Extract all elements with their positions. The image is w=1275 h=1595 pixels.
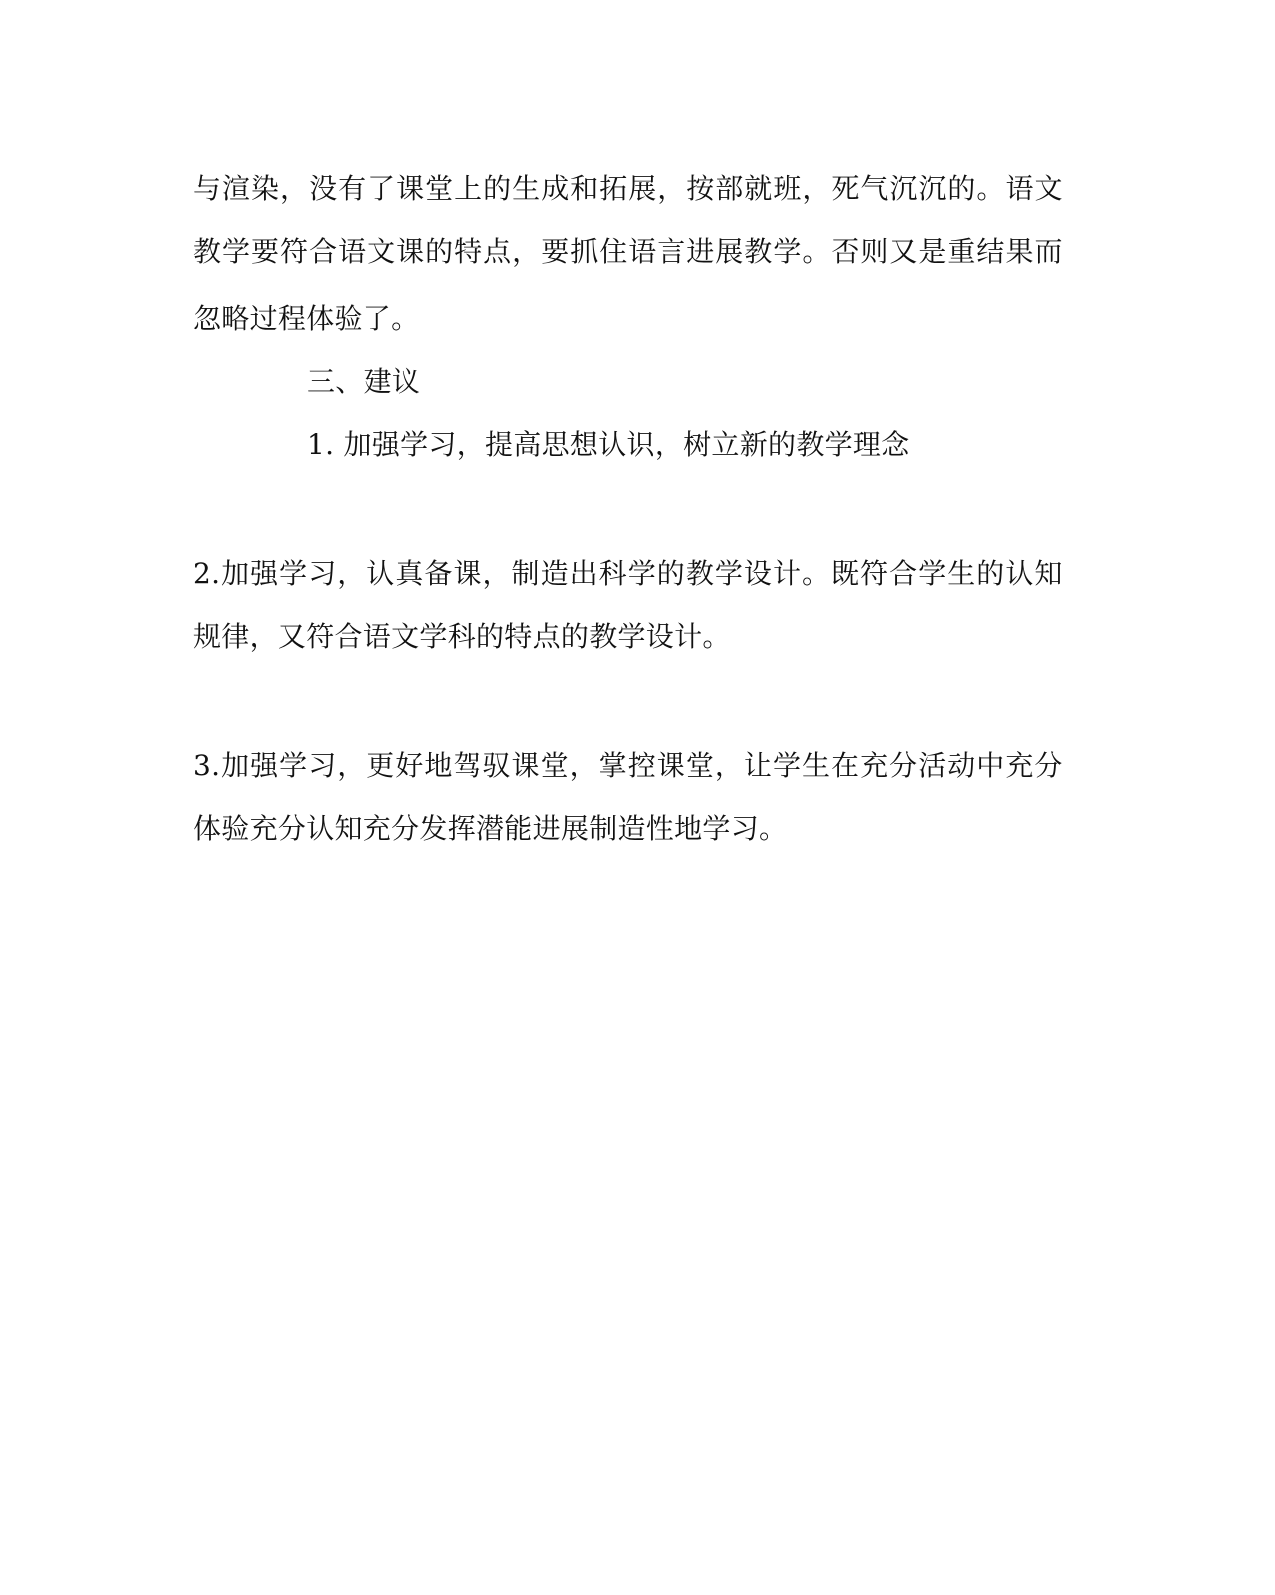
text-glyph: ， [337,557,366,590]
text-glyph: 部 [715,172,744,205]
text-glyph: 住 [599,235,628,268]
text-glyph: ， [280,172,309,205]
text-glyph: 既 [831,557,860,590]
text-glyph: 教 [744,235,773,268]
text-glyph: 充 [1005,749,1034,782]
text-glyph: 设 [743,557,773,590]
text-glyph: 则 [860,235,889,268]
text-glyph: 合 [889,557,918,590]
text-glyph: 驾 [453,749,482,782]
text-glyph: ， [512,235,541,268]
text-glyph: 语 [338,235,367,268]
text-glyph: 学 [714,557,744,590]
text-glyph: 课 [396,235,425,268]
text-glyph: ， [337,749,366,782]
text-glyph: 分 [1034,749,1063,782]
text-glyph: 抓 [570,235,599,268]
text-glyph: 合 [309,235,338,268]
text-glyph: 成 [541,172,570,205]
list-item-3-line [193,746,1063,786]
text-glyph: 要 [251,235,280,268]
text-glyph: 展 [715,235,744,268]
text-glyph: 中 [976,749,1005,782]
text-glyph: 染 [251,172,280,205]
text-glyph: 结 [976,235,1005,268]
text-glyph: 学 [627,557,657,590]
text-glyph: 强 [250,749,279,782]
text-glyph: 沉 [918,172,947,205]
text-glyph: 备 [424,557,453,590]
text-glyph: 文 [1034,172,1063,205]
text-glyph: 点 [483,235,512,268]
text-glyph: 课 [453,557,482,590]
text-glyph: 地 [424,749,453,782]
text-glyph: 班 [773,172,802,205]
text-glyph: ， [482,557,511,590]
text-glyph: 。 [976,172,1005,205]
text-glyph: 学 [773,235,802,268]
text-glyph: 上 [454,172,483,205]
text-glyph: ， [569,749,598,782]
text-glyph: 展 [628,172,657,205]
text-glyph: 按 [686,172,715,205]
text-glyph: ， [714,749,744,782]
text-glyph: 与 [193,172,222,205]
list-item-2-line [193,554,1063,594]
text-glyph: 认 [366,557,395,590]
text-glyph: 学 [918,557,947,590]
text-glyph: 而 [1034,235,1063,268]
text-glyph: 渲 [222,172,251,205]
text-glyph: 要 [541,235,570,268]
text-glyph: 符 [860,557,889,590]
text-glyph: 又 [889,235,918,268]
text-glyph: 文 [367,235,396,268]
list-item-1: 1. 加强学习，提高思想认识，树立新的教学理念 [307,428,910,461]
text-glyph: ， [657,172,686,205]
text-glyph: 符 [280,235,309,268]
text-glyph: 学 [222,235,251,268]
list-item-3-line: 体验充分认知充分发挥潜能进展制造性地学习。 [193,812,788,845]
text-glyph: 好 [395,749,424,782]
text-glyph: 语 [1005,172,1034,205]
text-glyph: 制 [511,557,540,590]
text-glyph: 。 [802,557,831,590]
text-glyph: 习 [308,749,337,782]
text-glyph: 语 [628,235,657,268]
text-glyph: 的 [976,557,1005,590]
text-glyph: 。 [802,235,831,268]
text-glyph: 就 [744,172,773,205]
text-glyph: 重 [947,235,976,268]
text-glyph: 沉 [889,172,918,205]
text-glyph: 让 [743,749,773,782]
text-glyph: 言 [657,235,686,268]
text-glyph: 驭 [482,749,511,782]
text-glyph: 否 [831,235,860,268]
text-glyph: 强 [250,557,279,590]
text-glyph: 出 [569,557,598,590]
text-glyph: 的 [656,557,686,590]
text-glyph: 有 [338,172,367,205]
text-glyph: 堂 [685,749,715,782]
text-glyph: 生 [802,749,831,782]
text-glyph: 掌 [598,749,627,782]
text-glyph: 教 [685,557,715,590]
text-glyph: 加 [221,749,250,782]
text-glyph: 真 [395,557,424,590]
text-glyph: 习 [308,557,337,590]
text-glyph: 科 [598,557,627,590]
text-glyph: 学 [279,749,308,782]
text-glyph: 堂 [540,749,569,782]
text-glyph: 课 [396,172,425,205]
text-glyph: 2. [193,557,221,590]
text-glyph: 造 [540,557,569,590]
text-glyph: 计 [772,557,802,590]
list-item-2-line: 规律，又符合语文学科的特点的教学设计。 [193,620,731,653]
text-glyph: 课 [656,749,686,782]
text-glyph: 气 [860,172,889,205]
text-glyph: 生 [947,557,976,590]
text-glyph: 的 [947,172,976,205]
text-glyph: 活 [918,749,947,782]
paragraph-line [193,232,1063,272]
text-glyph: 教 [193,235,222,268]
text-glyph: 堂 [425,172,454,205]
text-glyph: 3. [193,749,221,782]
text-glyph: 认 [1005,557,1034,590]
text-glyph: 充 [860,749,889,782]
text-glyph: 分 [889,749,918,782]
text-glyph: 果 [1005,235,1034,268]
text-glyph: 课 [511,749,540,782]
text-glyph: 和 [570,172,599,205]
text-glyph: ， [802,172,831,205]
text-glyph: 的 [483,172,512,205]
section-heading: 三、建议 [307,365,421,398]
text-glyph: 是 [918,235,947,268]
text-glyph: 控 [627,749,657,782]
text-glyph: 没 [309,172,338,205]
text-glyph: 更 [366,749,395,782]
text-glyph: 拓 [599,172,628,205]
text-glyph: 学 [772,749,802,782]
text-glyph: 学 [279,557,308,590]
text-glyph: 加 [221,557,250,590]
text-glyph: 在 [831,749,860,782]
paragraph-line: 忽略过程体验了。 [193,302,420,335]
text-glyph: 动 [947,749,976,782]
text-glyph: 生 [512,172,541,205]
text-glyph: 的 [425,235,454,268]
text-glyph: 了 [367,172,396,205]
text-glyph: 知 [1034,557,1063,590]
text-glyph: 特 [454,235,483,268]
paragraph-line [193,169,1063,209]
text-glyph: 死 [831,172,860,205]
text-glyph: 进 [686,235,715,268]
